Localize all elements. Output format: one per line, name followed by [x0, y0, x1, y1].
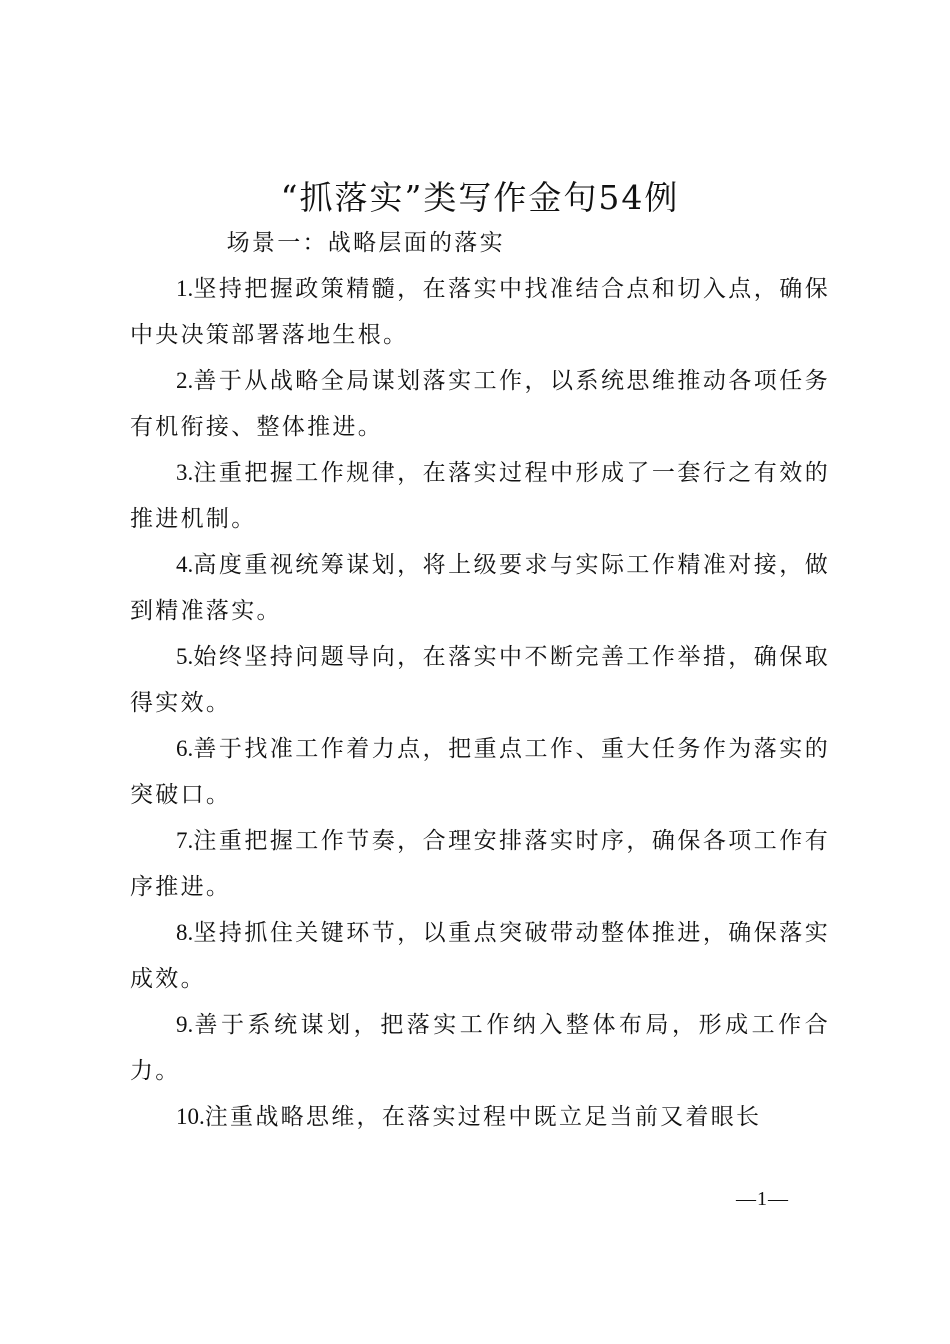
list-item [130, 818, 830, 910]
item-text: 坚持抓住关键环节，以重点突破带动整体推进，确保落实成效。 [130, 920, 830, 992]
item-number: 2. [176, 368, 194, 393]
item-number: 10. [176, 1104, 205, 1129]
item-number: 1. [176, 276, 194, 301]
page-number: —1— [736, 1188, 789, 1210]
document-body [130, 220, 830, 1140]
item-number: 3. [176, 460, 194, 485]
item-number: 6. [176, 736, 194, 761]
list-item [130, 726, 830, 818]
item-text: 注重战略思维，在落实过程中既立足当前又着眼长 [204, 1104, 762, 1130]
item-text: 始终坚持问题导向，在落实中不断完善工作举措，确保取得实效。 [130, 644, 830, 716]
item-number: 4. [176, 552, 194, 577]
item-text: 善于从战略全局谋划落实工作，以系统思维推动各项任务有机衔接、整体推进。 [130, 368, 830, 440]
list-item [130, 450, 830, 542]
item-text: 善于系统谋划，把落实工作纳入整体布局，形成工作合力。 [130, 1012, 830, 1084]
item-text: 高度重视统筹谋划，将上级要求与实际工作精准对接，做到精准落实。 [130, 552, 830, 624]
item-text: 注重把握工作规律，在落实过程中形成了一套行之有效的推进机制。 [130, 460, 830, 532]
list-item [130, 910, 830, 1002]
list-item [130, 634, 830, 726]
item-text: 注重把握工作节奏，合理安排落实时序，确保各项工作有序推进。 [130, 828, 830, 900]
document-title: “抓落实”类写作金句54例 [280, 178, 680, 217]
item-number: 9. [176, 1012, 194, 1037]
item-text: 坚持把握政策精髓，在落实中找准结合点和切入点，确保中央决策部署落地生根。 [130, 276, 830, 348]
list-item [130, 1002, 830, 1094]
item-number: 7. [176, 828, 194, 853]
list-item [130, 1094, 830, 1140]
list-item [130, 542, 830, 634]
section-heading: 场景一：战略层面的落实 [226, 230, 505, 256]
item-text: 善于找准工作着力点，把重点工作、重大任务作为落实的突破口。 [130, 736, 830, 808]
list-item [130, 358, 830, 450]
list-item [130, 266, 830, 358]
item-number: 5. [176, 644, 194, 669]
item-number: 8. [176, 920, 194, 945]
